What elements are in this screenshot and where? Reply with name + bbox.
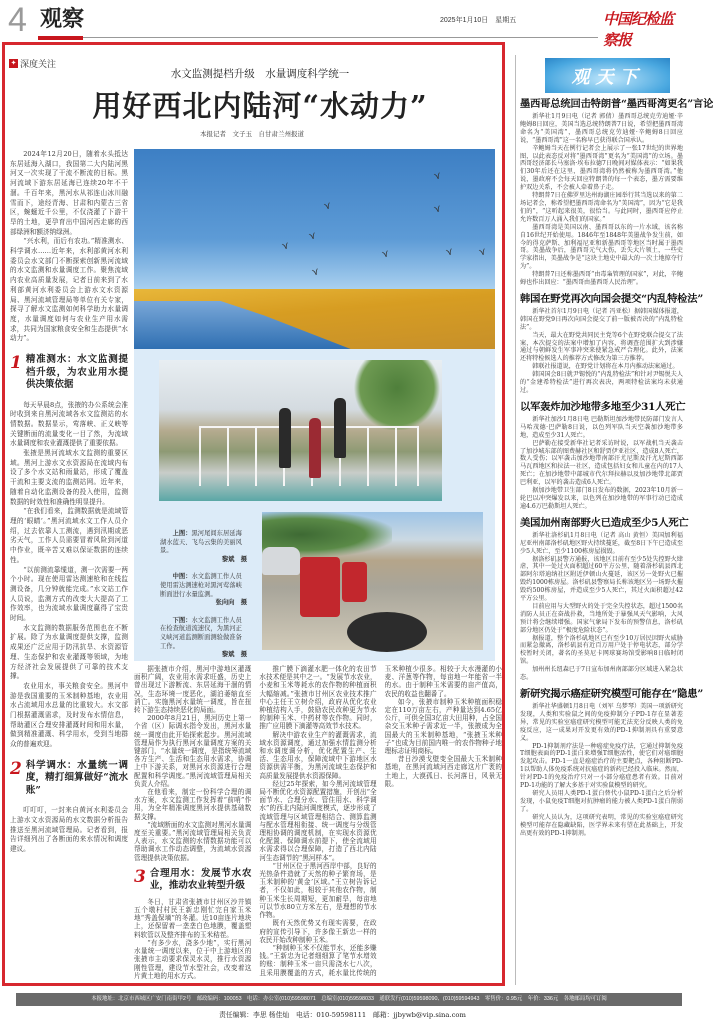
paragraph: 巴萨勒在接受新华社记者采访时说，以军战机当天袭击了加沙城东部的图费赫社区和舒贾伊亚社区，造成8人死亡，数人受伤；以军袭击加沙地带南部汗尤尼斯及汗尤尼斯西部马瓦西地区和拉法一社区，造成包括妇女和儿童在内的17人死亡；在加沙地带中部城市代尔拜拉赫以及加沙地带北部贾巴利亚，以军的袭击造成6人死亡。: [520, 439, 683, 487]
paragraph: 如今，张掖市制种玉米种植面积稳定在110万亩左右，产种量达到4.65亿公斤，可供全国3亿亩大田用种，占全国杂交玉米种子需求近一半，张掖成为全国最大的玉米制种基地，“张掖玉米种子”也成为目前国内唯一的农作物种子地理标志证明商标。: [384, 697, 502, 756]
paragraph: 韩国国会8日就尹锡悦的“内乱特检法”和针对尹锡悦夫人的“金建希特检法”进行再次表决，两项特检法案均未获通过。: [520, 371, 683, 394]
paragraph: 推广膜下滴灌水肥一体化的农田节水技术便是其中之一。“发展节水农业，小麦和玉米等耗水的农作物的种植面积大幅缩减。”张掖市甘州区农业技术推广中心主任王立树介绍，政府从优化农业种植结构入手，鼓励农民改种更为节水的制种玉米、中药材等农作物。同时，推广应用膜下滴灌等高效节水技术。: [259, 665, 377, 731]
paragraph: 2000年8月21日，黑河历史上第一个省（区）际调水指令发出，黑河水量统一调度由此开始探索起步。黑河流域管理局作为执行黑河水量调度方案的关键部门，“水量统一调度，是指统筹流域各方生产、生活和生态用水需求，协调上中下游关系，对黑河水资源进行合理配置和科学调度。”黑河流域管理局相关负责人介绍。: [134, 714, 252, 788]
news-headline: 以军轰炸加沙地带多地至少31人死亡: [520, 400, 686, 413]
photo-person: [279, 408, 291, 468]
issue-date: 2025年1月10日 星期五: [440, 17, 517, 24]
column-tag-label: 深度关注: [20, 60, 57, 70]
section-heading-1: 1 精准测水：水文监测提档升级，为农业用水提供决策依据: [10, 353, 128, 391]
photo-tree: [352, 360, 442, 430]
paragraph: 新华社加沙1月8日电 巴勒斯坦加沙地带民防部门发言人马哈茂德·巴萨勒8日说，以色列军队当天空袭加沙地带多地，造成至少31人死亡。: [520, 415, 683, 439]
bird-icon: ⋎: [310, 266, 321, 279]
bird-icon: ⋎: [307, 230, 318, 243]
paragraph: “有多少水，浇多少地”，实行黑河水量统一调度以来，位于中上游地区的张掖市主动要求保灵水灵，推行水资源刚性管理，建设节水型社会，改变着这片黄土地的用水方式。: [134, 938, 252, 980]
photo-person: [309, 418, 321, 478]
paragraph: 既有天然优势又有现实需要，在政府的宣传引导下，许多像王新忠一样的农民开始改种制种玉米。: [259, 919, 377, 944]
paragraph: 墨西哥湾是美国以南、墨西哥以东的一片水域，该名称自16世纪开始使用。1846年至1848年美墨战争发生前，如今的得克萨斯、加利福尼亚和新墨西哥等地区当时属于墨西哥。美墨战争后，墨西哥元气大伤，丢失大片领土，一些史学家指出，美墨战争是“这块土地史中最大的一次土地掠夺行为”。: [520, 223, 683, 271]
paragraph: 据张掖市介绍，黑河中游地区灌溉面积广阔，农业用水需求旺盛，历史上曾出现过下游断流、东居延海干涸的情况，生态环境一度恶化，湖泊萎缩直至消亡。实施黑河水量统一调度，旨在扭转下游生态持续恶化的局面。: [134, 665, 252, 715]
photo-captions: [160, 530, 247, 669]
paragraph: 张掖是黑河流域水文监测的重要区域。黑河上游水文水资源局在流域内布设了多个水文站和雨量站，形成了覆盖干流和主要支流的监测站网。近年来，随着自动化监测设备的投入使用，监测数据的时效性和准确性明显提升。: [10, 449, 128, 506]
paragraph: 新华社首尔1月9日电（记者 冯亚松）据韩国媒体报道，韩国在野党9日再次向国会提交了前一版被否决的“内乱特检法”。: [520, 307, 683, 331]
photo-life-vest: [342, 562, 367, 602]
sidebar-news-list: [520, 98, 713, 837]
paragraph: 水文监测的数据服务范围也在不断扩展。除了为水量调度提供支撑，监测成果还广泛应用于防汛抗旱、水资源管理、生态保护和农业灌溉等领域，为地方经济社会发展提供了可靠的技术支撑。: [10, 623, 128, 681]
bird-icon: ⋎: [432, 203, 443, 216]
section-title: 观察: [40, 6, 85, 32]
column-tag: [9, 57, 56, 70]
section-heading-3: 3 合理用水：发展节水农业，推动农业转型升级: [134, 866, 252, 892]
footer-editor-line: 责任编辑：李思 杨佳灿 电话：010-59598111 邮箱：jjbywb@vip.sina.com: [219, 1011, 466, 1019]
bottom-columns: [134, 665, 502, 981]
left-column: [10, 150, 128, 855]
article-byline: 本报记者 文子玉 自甘肃兰州报道: [200, 130, 304, 138]
paragraph: 特朗普7日还称墨西哥“由毒枭管理的国家”，对此，辛鲍姆也作出回应：“墨西哥由墨西哥人民治理”。: [520, 271, 683, 287]
paragraph: “甘州区位于黑河西岸中部，良好的光热条件造就了天然的种子繁育场，是玉米制种的‘黄金’区域。”王立树告诉记者，不仅如此，相较于其他农作物，制种玉米生长周期短，更加耐旱，每亩地可以节水80立方米左右，是理想的节水作物。: [259, 861, 377, 920]
paragraph: 叮叮叮，一封来自黄河水利委员会上游水文水资源局的水文数据分析报告推送至黑河流域管理局。记者看到，报告详细列出了各断面的来水情况和调度建议。: [10, 806, 128, 854]
paragraph: “流域断面的水文监测对黑河水量调度至关重要。”黑河流域管理局相关负责人表示，水文监测的水情数据功能可以帮助调水工作动态调整，为流域水资源管理提供决策依据。: [134, 820, 252, 862]
photo-person: [334, 398, 346, 458]
paragraph: 新华社华盛顿1月8日电（刘军 乌梦琴）美国一项新研究发现，人类和实验鼠之间的免疫抑制分子PD-1存在显著差异，常见的实验室癌症研究模型可能无法充分反映人类的免疫反应，这一成果对开发更有效的PD-1抑制剂具有重要意义。: [520, 703, 683, 742]
bird-icon: ⋎: [322, 200, 333, 213]
footer-address-bar: 本报地址：北京市西城区广安门南街甲2号 邮政编码：100053 电话：办公室(010)59598071 总编室(010)59598033 通联发行(010)59598090、(010)59594943 零售价：0.95元 年价：336元 各地邮局均可订阅: [16, 993, 682, 1006]
paragraph: 在他看来，制定一份科学合理的调水方案，水文监测工作发挥着“前哨”作用，为全年精准调度黑河水提供基础数据支撑。: [134, 788, 252, 821]
section-heading-2: 2 科学调水：水量统一调度，精打细算做好“流水账”: [10, 758, 128, 796]
photo-radar-measurement: [159, 360, 442, 501]
section-underline: [38, 36, 83, 40]
paragraph: “在我们看来，监测数据就是流域管理的‘眼睛’。”黑河流域水文工作人员介绍，过去依靠人工测流，遇到汛期或恶劣天气，工作人员需要冒着风险到河道中作业，既辛苦又难以保证数据的连续性。: [10, 507, 128, 564]
paragraph: 研究人员用人类PD-1蛋白替代小鼠PD-1蛋白之后分析发现，小鼠免疫T细胞对抗肿瘤的能力被人类PD-1蛋白削弱了。: [520, 789, 683, 813]
caption-bottom: 下图：水文监测工作人员在检查航道流速仪，为黑河正义峡河道监测断面测验做准备工作。 黎斌 摄: [160, 616, 247, 659]
bird-icon: ⋎: [280, 240, 291, 253]
news-item: [520, 292, 704, 395]
paragraph: 据加沙地带卫生部门8日发布的数据，2023年10月新一轮巴以冲突爆发以来，以色列在加沙地带的军事行动已造成逾4.6万巴勒斯坦人死亡。: [520, 487, 683, 510]
paragraph: 冬日，甘肃省张掖市甘州区沙井镇五个墩村村民王新忠刚忙完自家玉米地“秀盖保墒”的冬灌。近10亩连片地块上，还保留着一垄垄白色地膜，覆盖塑料软管以及整齐排布的玉米秸茬。: [134, 897, 252, 939]
paragraph: “以前测流靠缆道，测一次需要一两个小时。现在使用雷达测速枪和在线监测设备，几分钟就能完成。”水文站工作人员说，监测方式的改变大大提高了工作效率，也为流域水量调度赢得了宝贵时间。: [10, 565, 128, 623]
bird-icon: ⋎: [380, 248, 391, 261]
paragraph: 农业用水，事关粮食安全。黑河中游是我国重要的玉米制种基地，农业用水占流域用水总量的比重较大。水文部门根据灌溉需求，及时发布水情信息，帮助灌区合理安排灌溉时间和用水量，做到精准灌溉、科学用水，受到当地群众的普遍欢迎。: [10, 681, 128, 749]
news-item: [520, 400, 686, 511]
paragraph: 目前应用与大型野火的处于完全失控状态，超过1500名消防人员正在奋战扑救，当地所处于暴强风天气影响，大风预计将会继续增强。国家气象局下发布的预警信息，洛杉矶部分地区仍处于“极度危险状态”。: [520, 602, 683, 634]
news-headline: 墨西哥总统回击特朗普“墨西哥湾更名”言论: [520, 98, 713, 110]
paragraph: 解决中游农业生产的灌溉需求，流域水资源调度，通过加强水情监测分析和水调度调分析，优化配置生产、生活、生态用水，保障流域中下游地区水资源供需平衡，为黑河流域生态保护和高质量发展提供水资源保障。: [259, 730, 377, 780]
paragraph: 据报道，整个洛杉矶地区已有至少10万居民因野火威胁而紧急撤离，洛杉矶县有近百万用户处于停电状态，部分学校暂时关闭，著名的圣莫尼卡网球赛场馆受影响8日临时闭馆。: [520, 634, 683, 666]
news-headline: 新研究揭示癌症研究模型可能存在“隐患”: [520, 688, 704, 700]
photo-car: [262, 547, 300, 575]
page-number: 4: [8, 1, 27, 39]
caption-middle: 中图：水文监测工作人员使用雷达测速枪对黑河莺落峡断面进行水量监测。 张向向 摄: [160, 573, 247, 607]
news-item: [520, 688, 704, 837]
paragraph: 加州州长纽森已于7日宣布加州南部部分区域进入紧急状态。: [520, 666, 683, 682]
paragraph: 据洛杉矶县警方通报，该地区目前有至少5处失控野火肆虐，其中一处过火面积超过60平方公里，随着洛杉矶县西北部阿尔塔迪纳社区附近伊顿山火蔓延，该区另一处野火已摧毁约1000栋房屋。洛杉矶县警察局长称该地区另一场野火摧毁约500栋房屋，并造成至少5人死亡，其过火面积超过42平方公里。: [520, 555, 683, 603]
column-tag-icon: ✦: [10, 59, 17, 67]
news-item: [520, 98, 713, 287]
news-headline: 韩国在野党再次向国会提交“内乱特检法”: [520, 292, 704, 305]
paragraph: 当天，最大在野党共同民主党等6个在野党联合提交了法案，本次提交的法案中增加了内容，将调查范围扩大到涉嫌通过与朝鲜发生军事冲突来使紧急戒严合理化。此外，法案还将特检候选人的推荐方式修改为第三方推荐。: [520, 331, 683, 363]
column-divider: [515, 55, 516, 985]
photo-tire: [347, 612, 427, 652]
paragraph: 每天早晨8点，张掖的办公系统会准时收到来自黑河流域各水文监测站的水情数据。数据显示，莺落峡、正义峡等关键断面的流量变化一目了然，为流域水量调度和农业灌溉提供了重要依据。: [10, 400, 128, 448]
header-rule: [38, 37, 598, 38]
bird-icon: ⋎: [477, 246, 488, 259]
paragraph: 研究人员认为，这项研究表明，常见的实验室癌症研究模型可能存在隐藏缺陷，医学界未来有望在此基础上，开发出更有效的PD-1抑制剂。: [520, 813, 683, 837]
news-item: [520, 516, 689, 682]
paragraph: 经过25年探索，如今黑河流域管理局不断优化水资源配置措施，开创出“全面节水、合理分水、管住用水、科学调水”的西北内陆河调度模式，逐步形成了流域管理与区域管理相结合、测算监测与配水管理相衔接、统一调度与分级管理相协调的调度机制，在实现水资源优化配置、保障调水前提下，使全流域用水需求得以合理保障，打造了西北内陆河生态调节的“黑河样本”。: [259, 779, 377, 862]
paragraph: 昔日沙漠戈壁变全国最大玉米制种基地，在黑河流域河西走廊这片广袤的土地上，大漠孤日、长河落日，风景无限。: [384, 755, 502, 788]
paragraph: “种制种玉米不仅能节水，还能多赚钱。”王新忠为记者细细算了笔节水增效的账：制种玉米一亩只需浇水七八次，且采用膜覆盖的方式，耗水量比传统的玉米种植少很多。相较于大水漫灌的小麦、洋葱等作物，每亩地一年能省一半的水。由于制种玉米需要的亩产值高，农民的收益也翻番了。: [259, 665, 502, 977]
paragraph: 辛鲍姆当天在例行记者会上展示了一张17世纪的世界地图，以此表态反对将“墨西哥湾”更名为“美国湾”的立场。墨西哥经济部长马塞洛·埃布拉德7日晚间对媒体表示：“如果我们30年后还在这里，墨西哥湾将仍然被称为墨西哥湾。”他说，墨政府不会每天回应特朗普的每一个表态，墨方需要维护双边关系，不会被人牵着鼻子走。: [520, 144, 683, 192]
caption-top: 上图：黑河尾闾东居延海湖水蓝天、飞鸟云集的美丽风景。 黎斌 摄: [160, 530, 247, 563]
article-title: 用好西北内陆河“水动力”: [92, 89, 428, 123]
masthead-logo: 中国纪检监察报: [603, 10, 674, 49]
paragraph: 特朗普7日在佛罗里达州海湖庄园举行其当选以来的第二场记者会，称希望把墨西哥湾命名为“美国湾”，因为“它是我们的”，“这听起来很美，很恰当。与此同时，墨西哥应停止允许数百万人涌入我们的国家。”: [520, 192, 683, 223]
bird-icon: ⋎: [432, 170, 443, 183]
paragraph: 2024年12月20日，随着水头抵达东居延海入湖口，我国第二大内陆河黑河又一次实现了干流不断流的目标。黑河流域下游东居延海已连续20年不干涸。千百年来，黑河水从祁连山冰川融雪而下，途经青海、甘肃和内蒙古三省区，蜿蜒近千公里，不仅浇灌了下游干旱的土地，更孕育出中国河西走廊的西部绿洲和额济纳绿洲。: [10, 150, 128, 236]
photo-life-vest: [300, 557, 340, 617]
paragraph: 韩联社报道说，在野党计划将在本月内推动法案通过。: [532, 363, 679, 371]
article-subtitle: 水文监测提档升级 水量调度科学统一: [170, 68, 350, 80]
paragraph: 新华社洛杉矶1月8日电（记者 高山 黄恒）美国加利福尼亚州南部洛杉矶地区野火持续蔓延，截至8日下午已造成至少5人死亡，至少1100栋房屋损毁。: [520, 531, 683, 555]
sidebar-banner: 观天下: [545, 58, 670, 93]
paragraph: 新华社1月9日电（记者 郭倩）墨西哥总统克劳迪娅·辛鲍姆8日回应，美国当选总统特朗普7日说，希望把墨西哥湾命名为“美国湾”，墨西哥总统克劳迪娅·辛鲍姆8日回应说，“墨西哥湾”这一名称早已获得联合国承认。: [520, 113, 683, 144]
paragraph: “兴水利，而后有农功。”精准测水、科学调水……近年来，水利部黄河水利委员会水文部门不断探索创新黑河流域的水文监测和水量调度工作。聚焦流域内农业高质量发展，记者日前来到了水利部黄河水利委员会上游水文水资源局、黑河流域管理局等单位有关专家，探寻了解水文监测如何科学助力水量调度，水量调度如何与农业生产用水需求，共同为国家粮食安全和生态提供“水动力”。: [10, 237, 128, 343]
bird-icon: ⋎: [444, 246, 455, 259]
news-headline: 美国加州南部野火已造成至少5人死亡: [520, 516, 689, 529]
paragraph: PD-1抑制剂疗法是一种癌症免疫疗法，它通过抑制免疫T细胞表面的PD-1蛋白来增强T细胞活性，使它们对癌细胞发起攻击。PD-1一直是癌症治疗的主要靶点，各种阻断PD-1以帮助人体免疫系统对抗癌症的新药已经投入临床。然而，针对PD-1的免疫治疗只对一小部分癌症患者有效。目前对PD-1功能的了解大多基于对实验鼠模型的研究。: [520, 742, 683, 790]
photo-current-meter-check: [262, 512, 483, 650]
photo-wetland-birds: [134, 149, 495, 349]
